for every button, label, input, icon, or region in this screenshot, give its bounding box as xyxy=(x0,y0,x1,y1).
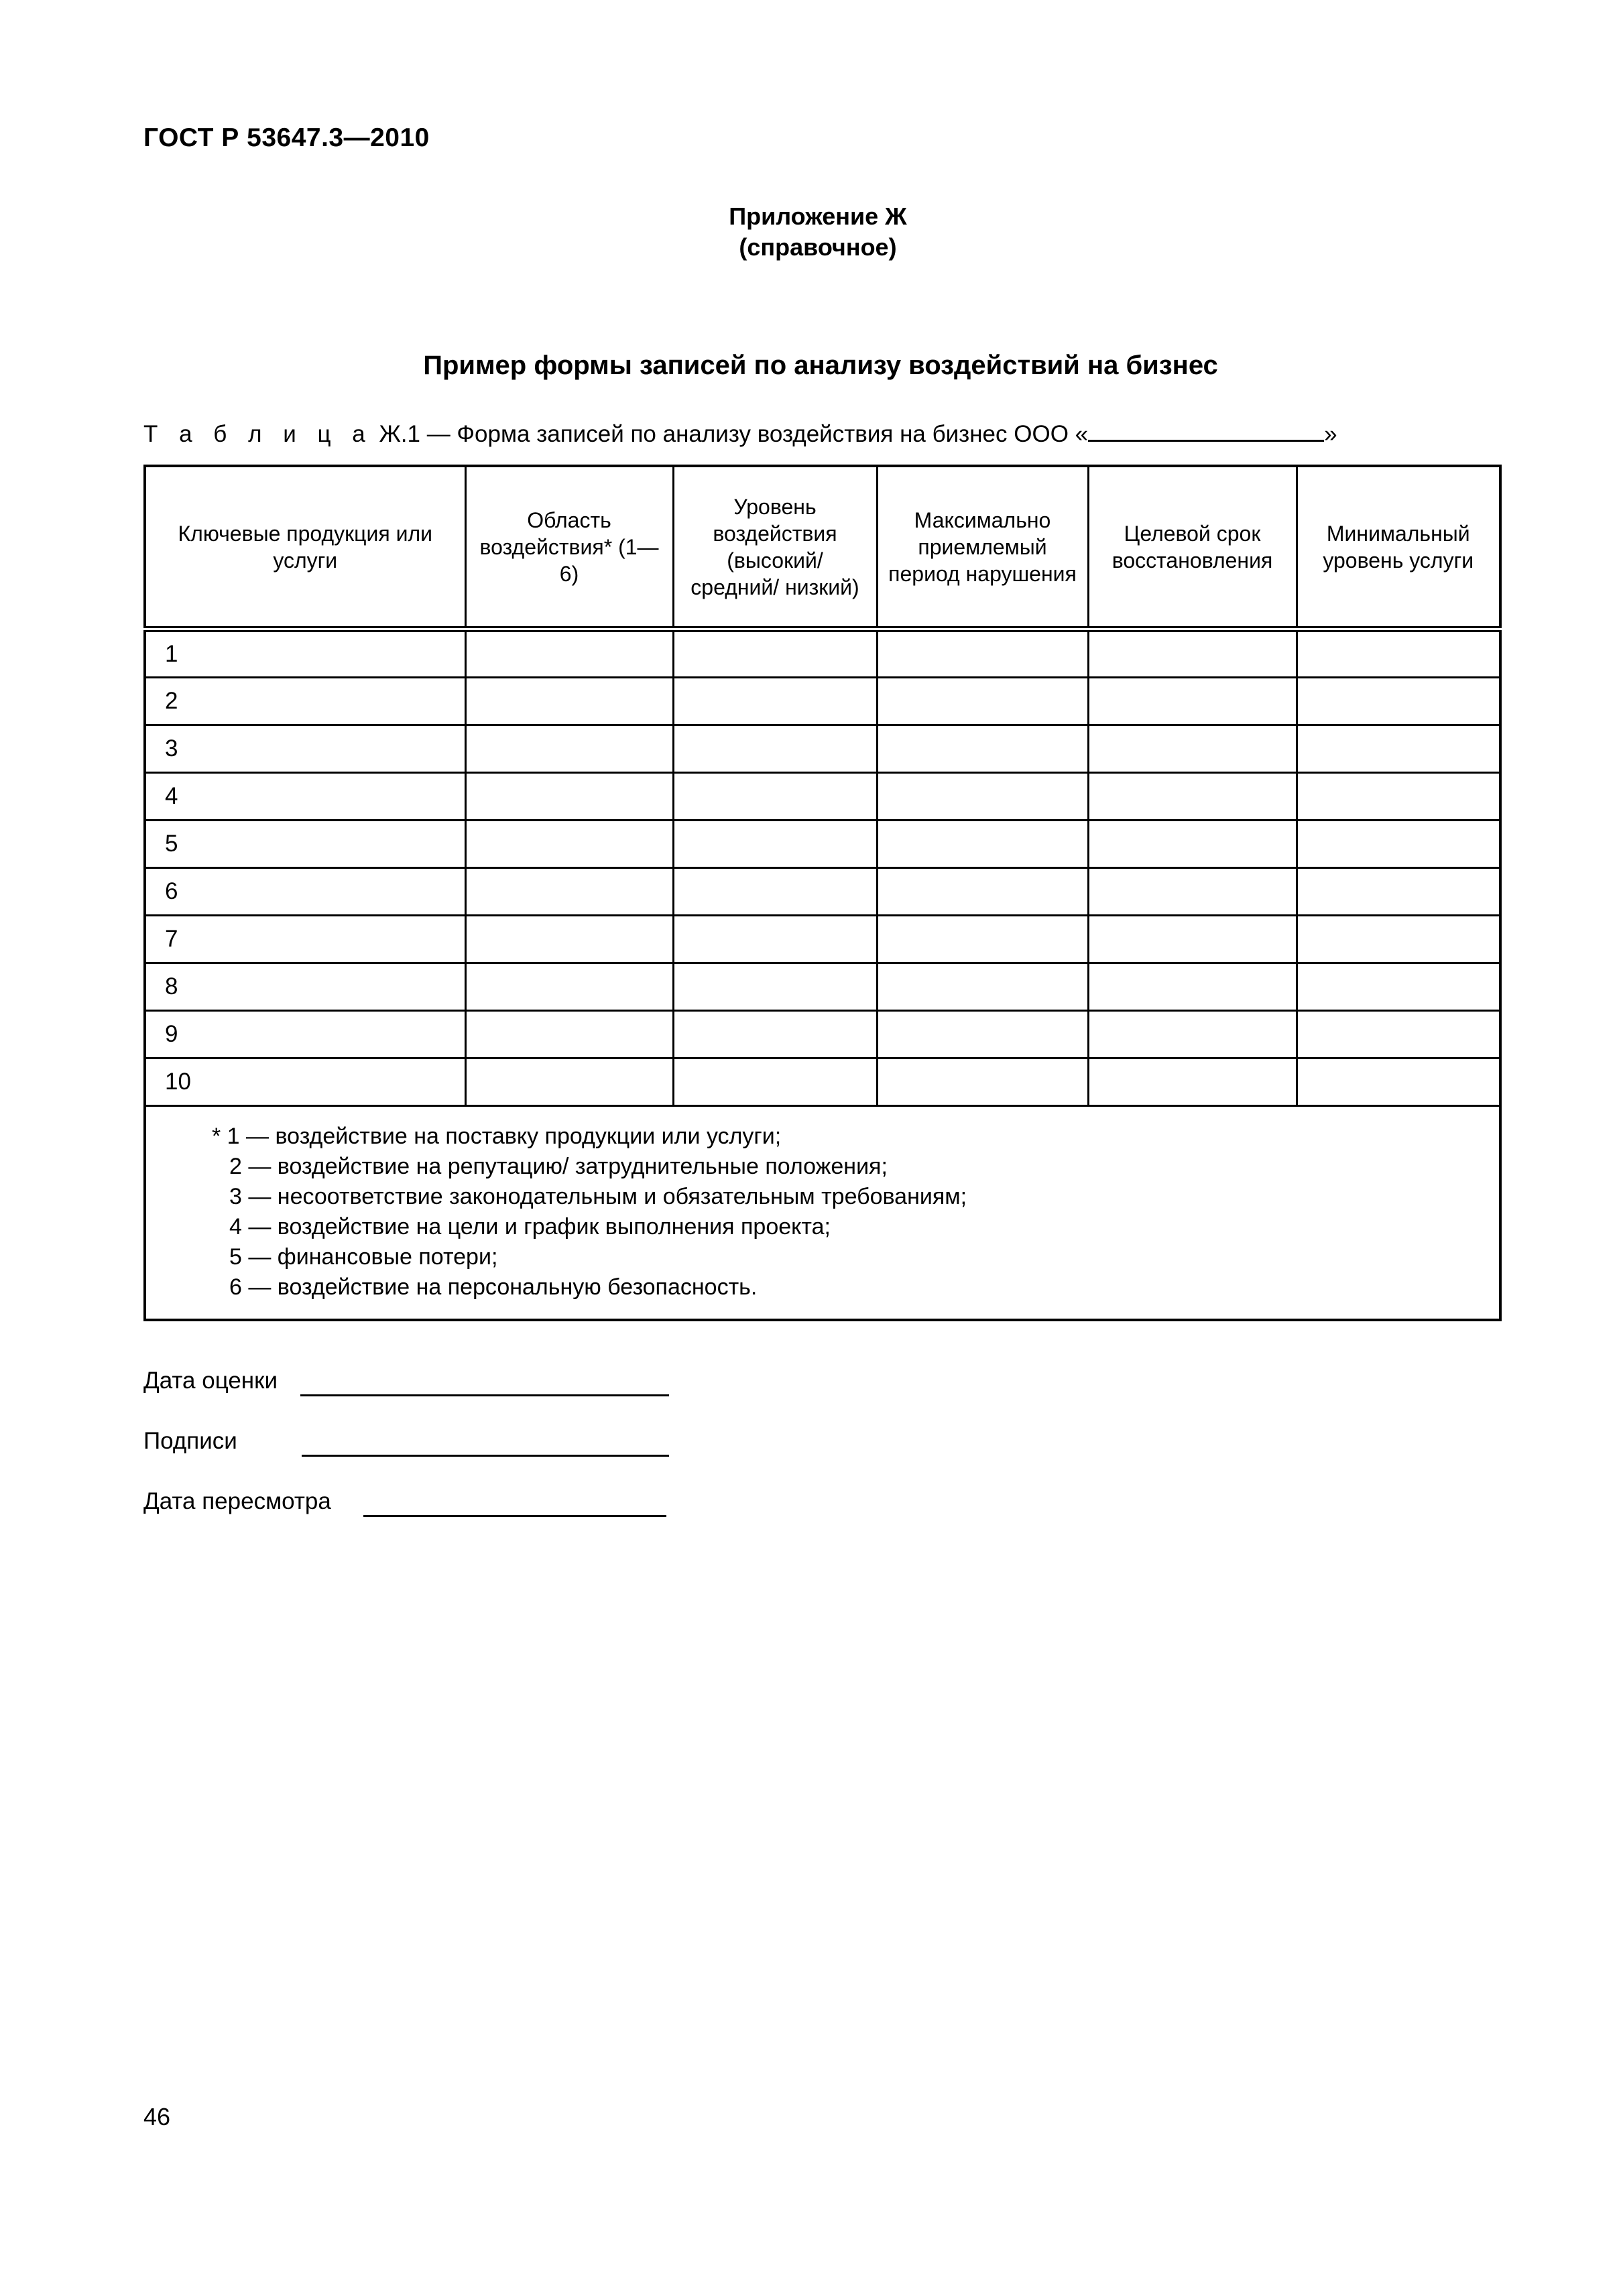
table-cell[interactable] xyxy=(877,773,1088,821)
table-cell[interactable] xyxy=(1297,773,1500,821)
table-caption-prefix: Т а б л и ц а xyxy=(143,421,373,447)
table-cell[interactable] xyxy=(877,629,1088,678)
document-code: ГОСТ Р 53647.3—2010 xyxy=(143,123,430,152)
table-row xyxy=(145,963,1500,1011)
table-cell[interactable] xyxy=(1088,629,1297,678)
review-date-input-line[interactable] xyxy=(363,1515,666,1517)
table-cell[interactable] xyxy=(1297,629,1500,678)
review-date-label: Дата пересмотра xyxy=(143,1488,331,1514)
appendix-type: (справочное) xyxy=(739,233,897,261)
table-cell[interactable] xyxy=(673,725,877,773)
impact-analysis-table xyxy=(143,465,1502,1321)
table-cell[interactable] xyxy=(465,773,673,821)
row-number: 10 xyxy=(145,1059,465,1106)
table-cell[interactable] xyxy=(465,725,673,773)
table-row xyxy=(145,868,1500,916)
row-number: 9 xyxy=(145,1011,465,1059)
row-number: 2 xyxy=(145,678,465,725)
company-name-blank[interactable] xyxy=(1088,417,1324,442)
appendix-title: Приложение Ж xyxy=(729,202,907,230)
footnote-line: * 1 — воздействие на поставку продукции или услуги; xyxy=(212,1124,782,1149)
table-cell[interactable] xyxy=(465,963,673,1011)
assessment-date-input-line[interactable] xyxy=(300,1394,669,1396)
table-cell[interactable] xyxy=(877,725,1088,773)
table-cell[interactable] xyxy=(1297,725,1500,773)
table-row xyxy=(145,773,1500,821)
page-number: 46 xyxy=(143,2103,171,2130)
table-cell[interactable] xyxy=(877,1059,1088,1106)
row-number: 1 xyxy=(145,629,465,678)
table-cell[interactable] xyxy=(877,916,1088,963)
assessment-date-label: Дата оценки xyxy=(143,1368,278,1394)
table-cell[interactable] xyxy=(465,916,673,963)
table-cell[interactable] xyxy=(673,1011,877,1059)
header-min-service: Минимальный уровень услуги xyxy=(1297,466,1500,629)
row-number: 6 xyxy=(145,868,465,916)
table-cell[interactable] xyxy=(673,678,877,725)
table-header-row xyxy=(145,466,1500,629)
footnote-line: 4 — воздействие на цели и график выполнения проекта; xyxy=(229,1214,831,1240)
row-number: 8 xyxy=(145,963,465,1011)
table-row xyxy=(145,725,1500,773)
table-cell[interactable] xyxy=(465,1011,673,1059)
table-row xyxy=(145,1059,1500,1106)
page-title: Пример формы записей по анализу воздействий на бизнес xyxy=(423,351,1218,380)
table-cell[interactable] xyxy=(1088,821,1297,868)
signatures-field xyxy=(143,1428,237,1455)
footnote-line: 5 — финансовые потери; xyxy=(229,1244,498,1270)
table-cell[interactable] xyxy=(877,963,1088,1011)
table-row xyxy=(145,1011,1500,1059)
table-row xyxy=(145,678,1500,725)
table-cell[interactable] xyxy=(877,678,1088,725)
table-cell[interactable] xyxy=(1297,916,1500,963)
table-cell[interactable] xyxy=(877,868,1088,916)
row-number: 3 xyxy=(145,725,465,773)
footnote-line: 3 — несоответствие законодательным и обязательным требованиям; xyxy=(229,1184,967,1209)
table-cell[interactable] xyxy=(1088,1059,1297,1106)
header-impact-level: Уровень воздействия (высокий/ средний/ низкий) xyxy=(673,466,877,629)
footnote-line: 2 — воздействие на репутацию/ затруднительные положения; xyxy=(229,1154,888,1179)
table-cell[interactable] xyxy=(673,1059,877,1106)
table-cell[interactable] xyxy=(1297,868,1500,916)
table-cell[interactable] xyxy=(673,916,877,963)
row-number: 4 xyxy=(145,773,465,821)
table-row xyxy=(145,916,1500,963)
footnote-line: 6 — воздействие на персональную безопасность. xyxy=(229,1274,758,1300)
table-cell[interactable] xyxy=(1297,1011,1500,1059)
table-cell[interactable] xyxy=(877,1011,1088,1059)
table-cell[interactable] xyxy=(673,868,877,916)
table-cell[interactable] xyxy=(1297,1059,1500,1106)
table-cell[interactable] xyxy=(1088,868,1297,916)
table-cell[interactable] xyxy=(465,678,673,725)
row-number: 5 xyxy=(145,821,465,868)
header-max-disruption: Максимально приемлемый период нарушения xyxy=(877,466,1088,629)
header-key-products: Ключевые продукция или услуги xyxy=(145,466,465,629)
table-row xyxy=(145,629,1500,678)
table-cell[interactable] xyxy=(877,821,1088,868)
table-cell[interactable] xyxy=(1297,963,1500,1011)
header-recovery-target: Целевой срок восстановления xyxy=(1088,466,1297,629)
table-cell[interactable] xyxy=(1088,963,1297,1011)
table-cell[interactable] xyxy=(673,963,877,1011)
table-cell[interactable] xyxy=(465,868,673,916)
table-cell[interactable] xyxy=(465,821,673,868)
table-caption-text: Ж.1 — Форма записей по анализу воздействия на бизнес ООО « xyxy=(379,421,1089,447)
table-cell[interactable] xyxy=(1297,678,1500,725)
table-cell[interactable] xyxy=(1088,1011,1297,1059)
table-cell[interactable] xyxy=(673,821,877,868)
review-date-field xyxy=(143,1488,331,1515)
signatures-label: Подписи xyxy=(143,1428,237,1454)
table-caption-suffix: » xyxy=(1324,421,1337,447)
table-row xyxy=(145,821,1500,868)
table-footnote xyxy=(145,1106,1500,1321)
table-cell[interactable] xyxy=(1297,821,1500,868)
signatures-input-line[interactable] xyxy=(302,1455,669,1457)
table-cell[interactable] xyxy=(1088,725,1297,773)
header-impact-area: Область воздействия* (1—6) xyxy=(465,466,673,629)
table-cell[interactable] xyxy=(465,629,673,678)
table-cell[interactable] xyxy=(465,1059,673,1106)
assessment-date-field xyxy=(143,1368,278,1394)
table-cell[interactable] xyxy=(1088,773,1297,821)
table-cell[interactable] xyxy=(673,773,877,821)
table-caption xyxy=(143,417,1337,448)
appendix-heading xyxy=(603,201,1032,263)
table-cell[interactable] xyxy=(1088,916,1297,963)
footnote-row xyxy=(145,1106,1500,1321)
table-cell[interactable] xyxy=(673,629,877,678)
table-cell[interactable] xyxy=(1088,678,1297,725)
row-number: 7 xyxy=(145,916,465,963)
